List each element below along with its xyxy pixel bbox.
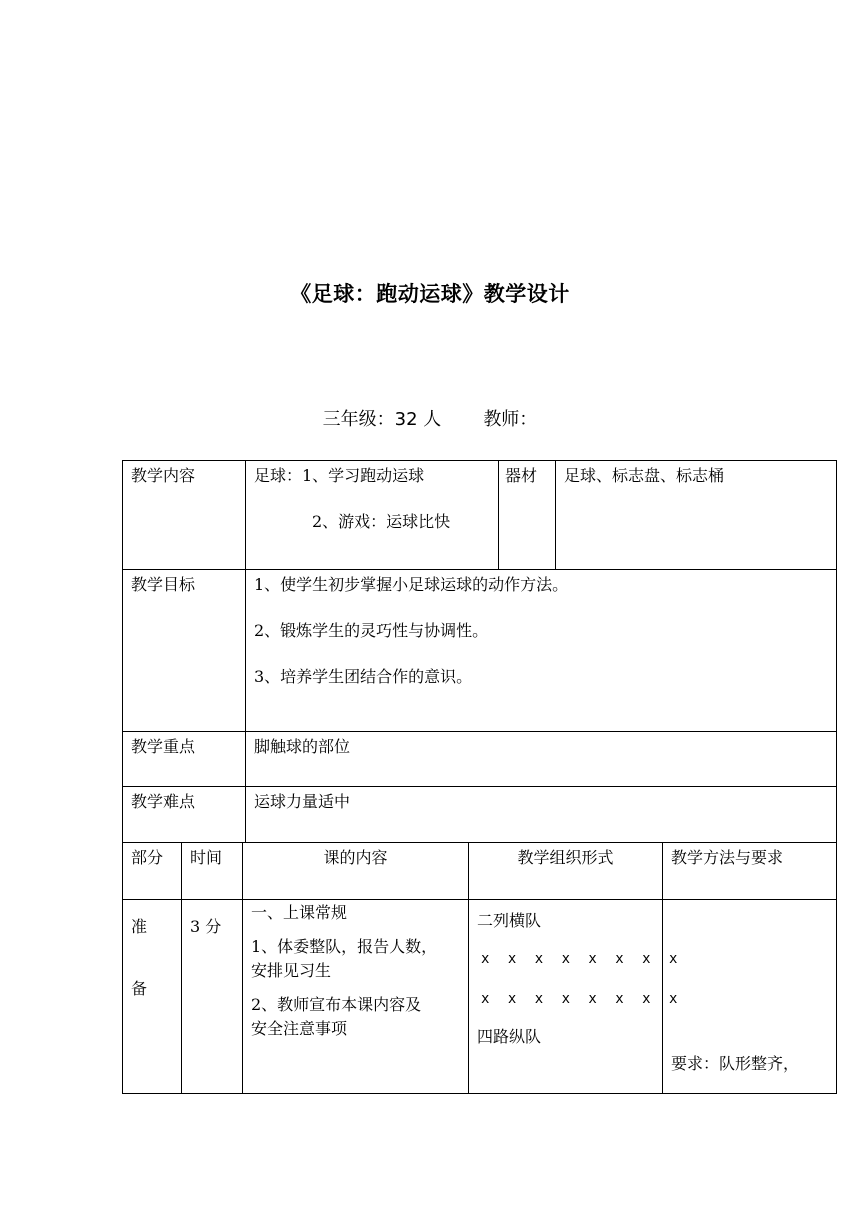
content-label-cell [123, 461, 246, 570]
goal-item: 3、培养学生团结合作的意识。 [254, 667, 473, 686]
header-content-cell [243, 843, 469, 900]
goal-item: 1、使学生初步掌握小足球运球的动作方法。 [254, 575, 569, 594]
page-title: 《足球：跑动运球》教学设计 [290, 282, 570, 306]
part-char-2: 备 [131, 979, 148, 998]
equipment-label-cell [499, 461, 556, 570]
difficulty-value: 运球力量适中 [254, 792, 351, 811]
goals-label-cell [123, 570, 246, 732]
info-table [122, 460, 837, 843]
key-value: 脚触球的部位 [254, 737, 351, 756]
header-method-cell [663, 843, 836, 900]
formation-row: x x x x x x x x [481, 951, 683, 967]
content-line-2: 2、游戏：运球比快 [312, 512, 451, 531]
equipment-value-cell [556, 461, 836, 570]
header-part-cell [123, 843, 182, 900]
content-line: 安全注意事项 [251, 1019, 348, 1038]
header-organization-cell [469, 843, 663, 900]
equipment-value: 足球、标志盘、标志桶 [564, 466, 725, 485]
difficulty-label: 教学难点 [131, 792, 196, 811]
time-cell [182, 900, 243, 1093]
time-value: 3 分 [190, 917, 222, 936]
header-time: 时间 [190, 848, 223, 867]
goals-label: 教学目标 [131, 575, 196, 594]
teacher-label: 教师： [483, 409, 538, 430]
content-cell [243, 900, 469, 1093]
part-char-1: 准 [131, 917, 148, 936]
content-value-cell [246, 461, 499, 570]
method-text: 要求：队形整齐， [671, 1054, 800, 1073]
goals-value-cell [246, 570, 836, 732]
formation-row: x x x x x x x x [481, 991, 683, 1007]
header-method: 教学方法与要求 [671, 848, 784, 867]
header-time-cell [182, 843, 243, 900]
content-line: 安排见习生 [251, 961, 332, 980]
equipment-label: 器材 [505, 466, 538, 485]
key-label-cell [123, 732, 246, 787]
content-line-1: 足球：1、学习跑动运球 [254, 466, 425, 485]
organization-line: 二列横队 [477, 911, 542, 930]
key-value-cell [246, 732, 836, 787]
grade-info: 三年级：32 人 [322, 409, 442, 430]
content-line: 1、体委整队，报告人数， [251, 937, 438, 956]
content-line: 2、教师宣布本课内容及 [251, 995, 422, 1014]
part-cell [123, 900, 182, 1093]
header-part: 部分 [131, 848, 164, 867]
difficulty-value-cell [246, 787, 836, 842]
organization-line: 四路纵队 [477, 1027, 542, 1046]
content-line: 一、上课常规 [251, 903, 348, 922]
header-content: 课的内容 [323, 848, 388, 867]
header-organization: 教学组织形式 [517, 848, 614, 867]
subtitle [0, 405, 860, 431]
plan-table [122, 842, 837, 1094]
difficulty-label-cell [123, 787, 246, 842]
content-label: 教学内容 [131, 466, 196, 485]
organization-cell [469, 900, 683, 1093]
key-label: 教学重点 [131, 737, 196, 756]
method-cell [663, 900, 836, 1093]
goal-item: 2、锻炼学生的灵巧性与协调性。 [254, 621, 489, 640]
